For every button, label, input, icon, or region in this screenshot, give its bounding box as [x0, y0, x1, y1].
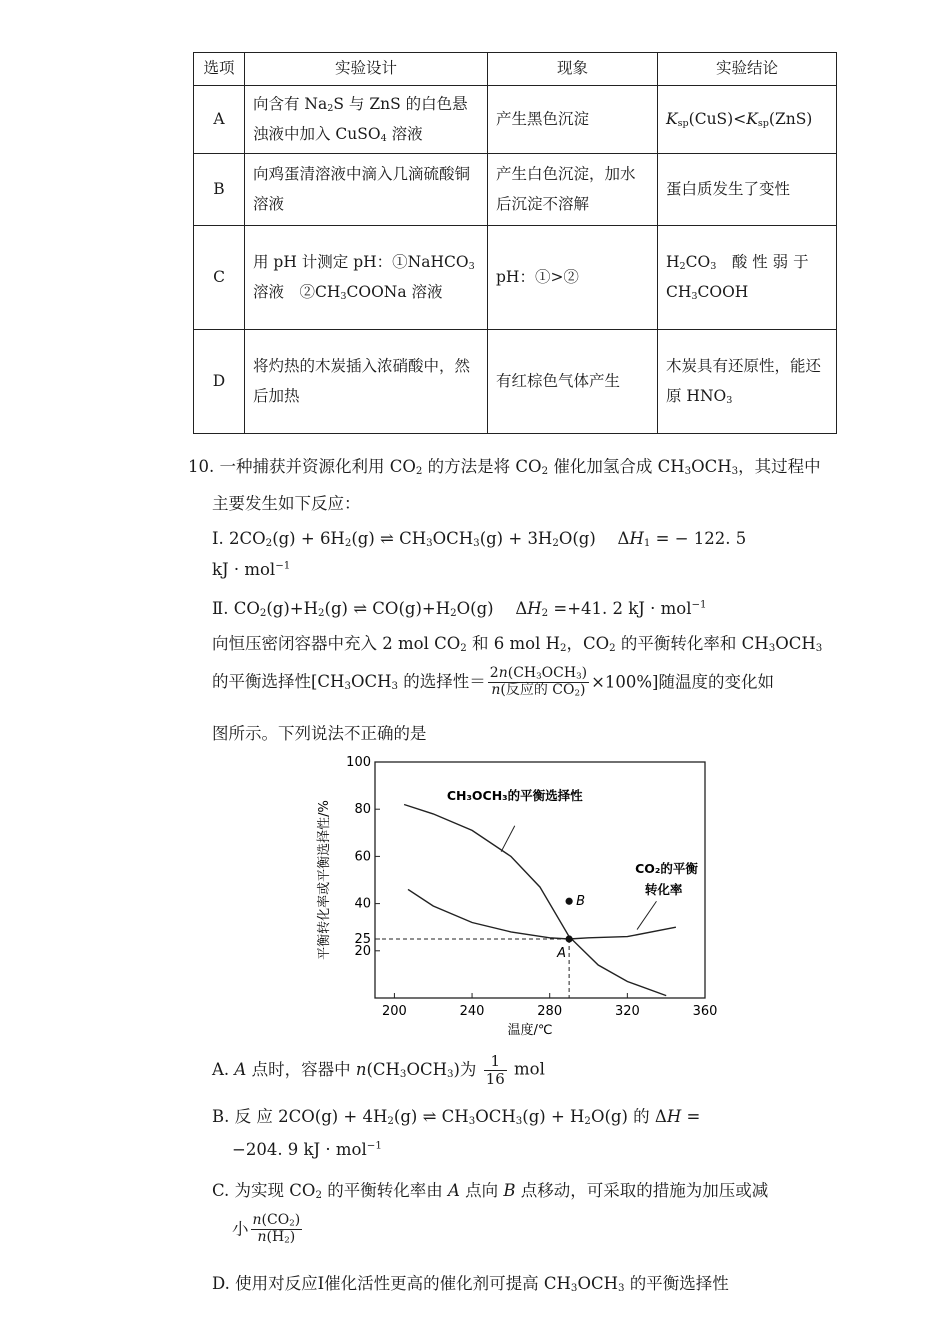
option-b-line1: B. 反 应 $2CO(g) + 4H_2(g)$ ⇌ $CH_3OCH_3(g) + H_2O(g)$ 的 ΔH =: [212, 1107, 701, 1128]
y-tick-label: 40: [354, 896, 371, 912]
x-tick-label: 240: [459, 1004, 485, 1019]
selectivity-fraction: [488, 666, 589, 700]
options-table: [193, 52, 837, 434]
selectivity-definition: [212, 666, 774, 700]
x-tick-label: 200: [381, 1004, 407, 1019]
series-label-selectivity: CH₃OCH₃的平衡选择性: [446, 787, 583, 803]
row-design: 将灼热的木炭插入浓硝酸中，然后加热: [245, 330, 488, 434]
fraction-numerator: $2n(CH_3OCH_3)$: [489, 665, 588, 682]
row-conclusion: $K_{sp}(CuS)<K_{sp}(ZnS)$: [658, 86, 837, 154]
row-conclusion: $H_2CO_3$ 酸 性 弱 于 $CH_3COOH$: [658, 226, 837, 330]
point-label-b: B: [576, 894, 586, 910]
fraction-denominator: 16: [485, 1069, 505, 1088]
fraction-numerator: $n(CO_2)$: [252, 1212, 301, 1229]
row-option: C: [194, 226, 245, 330]
row-phenomenon: pH：①>②: [488, 226, 658, 330]
leader-line: [501, 826, 515, 852]
selectivity-suffix: ×100%]随温度的变化如: [591, 672, 774, 692]
table-header-row: [194, 53, 837, 86]
header-phenomenon: 现象: [488, 53, 658, 86]
option-c-line1: C. 为实现 $CO_2$ 的平衡转化率由 A 点向 B 点移动，可采取的措施为加压或减: [212, 1181, 769, 1202]
option-a: [212, 1053, 545, 1087]
question-stem-line2: 主要发生如下反应：: [212, 494, 361, 513]
y-tick-label: 80: [354, 802, 371, 818]
row-design: 用 pH 计测定 pH：①NaHCO$_3$ 溶液 $②CH_3COONa$ 溶液: [245, 226, 488, 330]
y-axis-label: 平衡转化率或平衡选择性/%: [317, 800, 332, 960]
equilibrium-chart: [300, 752, 720, 1042]
fraction-numerator: 1: [484, 1053, 507, 1071]
row-option: D: [194, 330, 245, 434]
x-tick-label: 360: [692, 1004, 718, 1019]
row-phenomenon: 产生白色沉淀，加水后沉淀不溶解: [488, 154, 658, 226]
point-b: [566, 898, 573, 905]
x-tick-label: 280: [537, 1004, 563, 1019]
option-a-text: A. A 点时，容器中 $n(CH_3OCH_3)$为: [212, 1059, 477, 1080]
reaction-1-unit: kJ · mol$^{-1}$: [212, 560, 291, 579]
table-row: [194, 226, 837, 330]
header-conclusion: 实验结论: [658, 53, 837, 86]
y-tick-label: 20: [354, 943, 371, 959]
question-stem-line1: 10. 一种捕获并资源化利用 $CO_2$ 的方法是将 $CO_2$ 催化加氢合成 $CH_3OCH_3$，其过程中: [188, 457, 821, 478]
conversion-curve: [408, 889, 676, 939]
option-a-unit: mol: [514, 1059, 545, 1079]
series-label-conversion-2: 转化率: [644, 882, 683, 898]
option-d: D. 使用对反应Ⅰ催化活性更高的催化剂可提高 $CH_3OCH_3$ 的平衡选择性: [212, 1274, 729, 1295]
header-design: 实验设计: [245, 53, 488, 86]
reaction-2: Ⅱ. $CO_2(g)+H_2(g)$ ⇌ $CO(g)+H_2O(g)$ $\Delta H_2 =+41$. 2 kJ · mol$^{-1}$: [212, 599, 707, 620]
y-tick-label: 25: [354, 932, 371, 947]
option-c-line2: [232, 1213, 304, 1247]
reaction-1: Ⅰ. $2CO_2(g) + 6H_2(g)$ ⇌ $CH_3OCH_3(g) + 3H_2O(g)$ $\Delta H_1$ = − 122. 5: [212, 529, 747, 550]
selectivity-prefix: 的平衡选择性[$CH_3OCH_3$ 的选择性＝: [212, 672, 486, 693]
row-option: A: [194, 86, 245, 154]
header-option: 选项: [194, 53, 245, 86]
row-phenomenon: 产生黑色沉淀: [488, 86, 658, 154]
row-conclusion: 蛋白质发生了变性: [658, 154, 837, 226]
option-c-fraction: [251, 1213, 303, 1247]
row-design: 向含有 $Na_2S$ 与 ZnS 的白色悬浊液中加入 CuSO$_4$ 溶液: [245, 86, 488, 154]
point-a: [566, 935, 573, 942]
question-ask: 图所示。下列说法不正确的是: [212, 724, 427, 743]
table-row: [194, 86, 837, 154]
row-conclusion: 木炭具有还原性，能还原 $HNO_3$: [658, 330, 837, 434]
option-b-line2: −204. 9 kJ · mol$^{-1}$: [232, 1140, 382, 1159]
leader-line: [637, 901, 656, 929]
row-design: 向鸡蛋清溶液中滴入几滴硫酸铜溶液: [245, 154, 488, 226]
fraction-denominator: n(反应的 $CO_2$): [491, 682, 586, 700]
row-phenomenon: 有红棕色气体产生: [488, 330, 658, 434]
selectivity-curve: [404, 805, 666, 996]
x-tick-label: 320: [614, 1004, 640, 1019]
table-row: [194, 154, 837, 226]
x-axis-label: 温度/℃: [507, 1023, 553, 1038]
row-option: B: [194, 154, 245, 226]
fraction-denominator: $n(H_2)$: [257, 1229, 296, 1247]
table-row: [194, 330, 837, 434]
series-label-conversion-1: CO₂的平衡: [635, 860, 698, 876]
y-tick-label: 60: [354, 849, 371, 865]
option-c-prefix: 小: [232, 1219, 249, 1239]
conditions-line: 向恒压密闭容器中充入 2 mol $CO_2$ 和 6 mol $H_2$，$CO_2$ 的平衡转化率和 $CH_3OCH_3$: [212, 634, 823, 655]
point-label-a: A: [557, 946, 567, 961]
option-a-fraction: [484, 1053, 507, 1087]
y-tick-label: 100: [346, 755, 371, 770]
